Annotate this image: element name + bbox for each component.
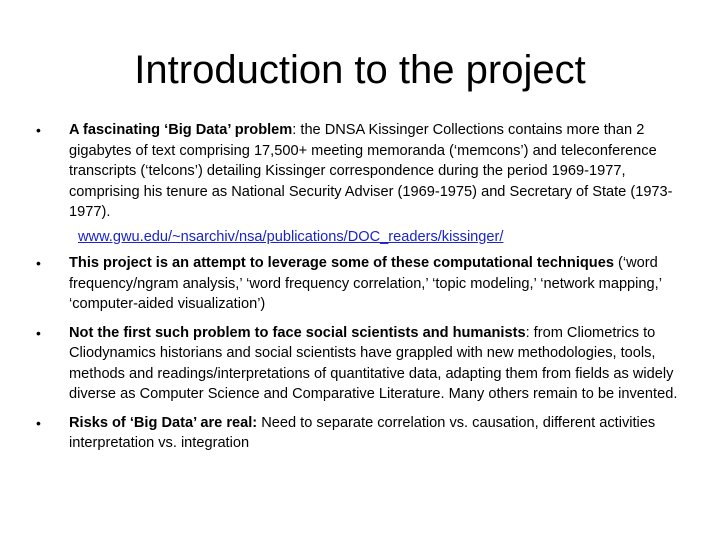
bullet-text: : from Cliometrics to Cliodynamics historians and social scientists have grappled with new methodologies, tools, methods and readings/interpretations of quantitative data, adapting them from fields as widely diverse as Computer Science and Comparative Literature. Many others remain to be invented.: [69, 324, 678, 402]
slide-title: Introduction to the project: [134, 48, 586, 92]
bullet-lead: Not the first such problem to face social scientists and humanists: [69, 324, 526, 341]
bullet-icon: •: [36, 255, 41, 271]
bullet-text: : the DNSA Kissinger Collections contains more than 2 gigabytes of text comprising 17,500+ meeting memoranda (‘memcons’) and teleconference transcripts (‘telcons’) detailing Kissinger correspondence during the period 1969-1977, comprising his tenure as National Security Adviser (1969-1975) and Secretary of State (1973-1977).: [69, 122, 673, 220]
link-line: [78, 227, 696, 248]
bullet-item-risks: [36, 413, 696, 454]
bullet-lead: Risks of ‘Big Data’ are real:: [69, 414, 258, 431]
bullet-list: [36, 120, 696, 462]
bullet-item-big-data-problem: [36, 120, 696, 223]
bullet-icon: •: [36, 324, 41, 341]
bullet-lead: A fascinating ‘Big Data’ problem: [69, 122, 293, 138]
kissinger-readers-link[interactable]: www.gwu.edu/~nsarchiv/nsa/publications/DOC_readers/kissinger/: [78, 228, 504, 245]
bullet-icon: •: [36, 122, 41, 138]
bullet-icon: •: [36, 414, 41, 431]
bullet-item-computational-techniques: [36, 253, 696, 315]
bullet-lead: This project is an attempt to leverage some of these computational techniques: [69, 255, 614, 271]
bullet-text: (‘word frequency/ngram analysis,’ ‘word frequency correlation,’ ‘topic modeling,’ ‘network mapping,’ ‘computer-aided visualization’): [69, 255, 662, 312]
bullet-item-not-first-problem: [36, 323, 696, 405]
bullet-text: Need to separate correlation vs. causation, different activities interpretation vs. integration: [69, 414, 656, 451]
